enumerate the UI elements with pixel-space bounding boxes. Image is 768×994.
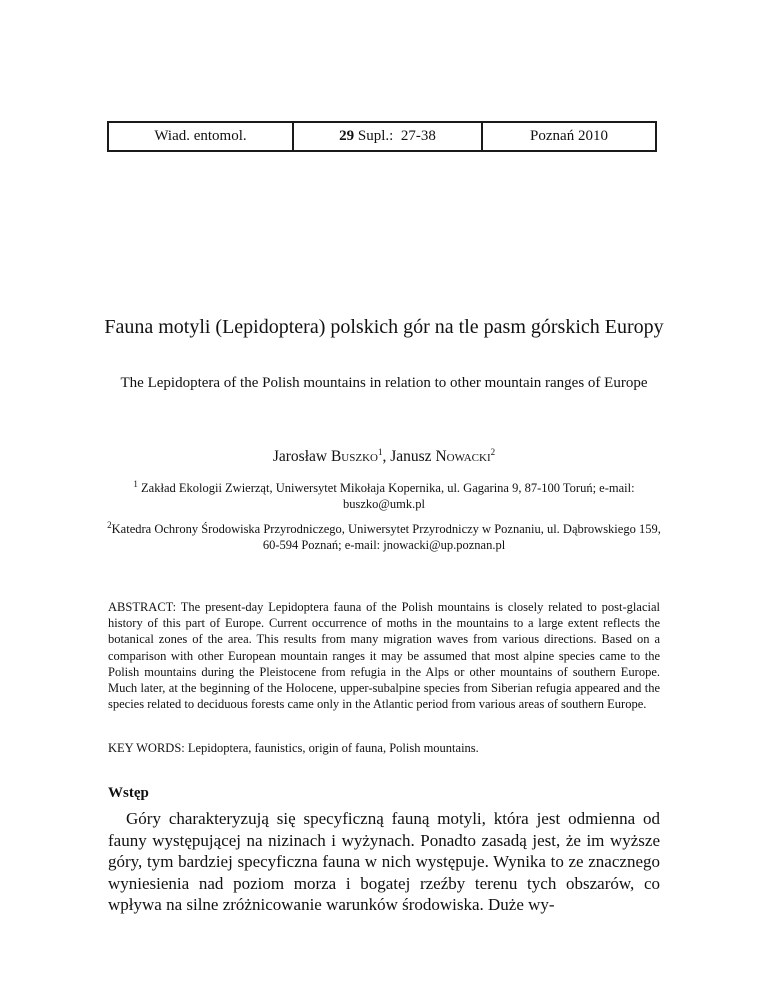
place-year: Poznań 2010 — [530, 128, 608, 144]
pages-range: Supl.: 27-38 — [354, 128, 436, 144]
author-separator: , Janusz — [382, 448, 436, 465]
author-2-mark: 2 — [490, 446, 496, 457]
affiliation-1-text: Zakład Ekologii Zwierząt, Uniwersytet Mikołaja Kopernika, ul. Gagarina 9, 87-100 Toruń; e-mail: buszko@umk.pl — [141, 481, 635, 511]
volume-number: 29 — [339, 128, 355, 144]
body-paragraph: Góry charakteryzują się specyficzną fauną motyli, która jest odmienna od fauny występującej na nizinach i wyżynach. Ponadto zasadą jest, że im wyższe góry, tym bardziej specyficzna fauna w nich występuje. Wynika to ze znacznego wyniesienia nad poziom morza i bogatej rzeźby terenu tych obszarów, co wpływa na silne zróżnicowanie warunków środowiska. Duże wy- — [108, 809, 660, 915]
volume-cell — [292, 123, 481, 150]
abstract: ABSTRACT: The present-day Lepidoptera fauna of the Polish mountains is closely related to post-glacial history of this part of Europe. Current occurrence of moths in the mountains to a large extent reflects the botanical zones of the area. This results from many migration waves from various directions. Based on a comparison with other European mountain ranges it may be assumed that most alpine species came to the Polish mountains during the Pleistocene from refugia in the Alps or other mountains of southern Europe. Much later, at the beginning of the Holocene, upper-subalpine species from Siberian refugia appeared and the species related to deciduous forests came only in the Atlantic period from various areas of southern Europe. — [108, 600, 660, 712]
keywords: KEY WORDS: Lepidoptera, faunistics, origin of fauna, Polish mountains. — [108, 741, 479, 755]
affiliation-2 — [100, 521, 668, 553]
authors-line — [100, 448, 668, 466]
journal-header-box — [107, 121, 657, 152]
affiliation-1 — [100, 480, 668, 512]
journal-name-cell — [109, 123, 292, 150]
section-heading: Wstęp — [108, 785, 149, 801]
author-1-last: Buszko — [330, 448, 378, 465]
journal-name: Wiad. entomol. — [154, 128, 247, 144]
paper-title: Fauna motyli (Lepidoptera) polskich gór na tle pasm górskich Europy — [104, 316, 664, 338]
affiliation-2-text: Katedra Ochrony Środowiska Przyrodniczego, Uniwersytet Przyrodniczy w Poznaniu, ul. Dąbrowskiego 159, 60-594 Poznań; e-mail: jnowacki@up.poznan.pl — [111, 522, 661, 552]
affiliation-1-mark: 1 — [133, 478, 138, 489]
author-1-first: Jarosław — [272, 448, 331, 465]
place-year-cell — [481, 123, 655, 150]
author-2-last: Nowacki — [435, 448, 491, 465]
paper-subtitle: The Lepidoptera of the Polish mountains in relation to other mountain ranges of Europe — [120, 375, 648, 391]
affiliation-2-mark: 2 — [107, 519, 112, 530]
author-1-mark: 1 — [377, 446, 383, 457]
